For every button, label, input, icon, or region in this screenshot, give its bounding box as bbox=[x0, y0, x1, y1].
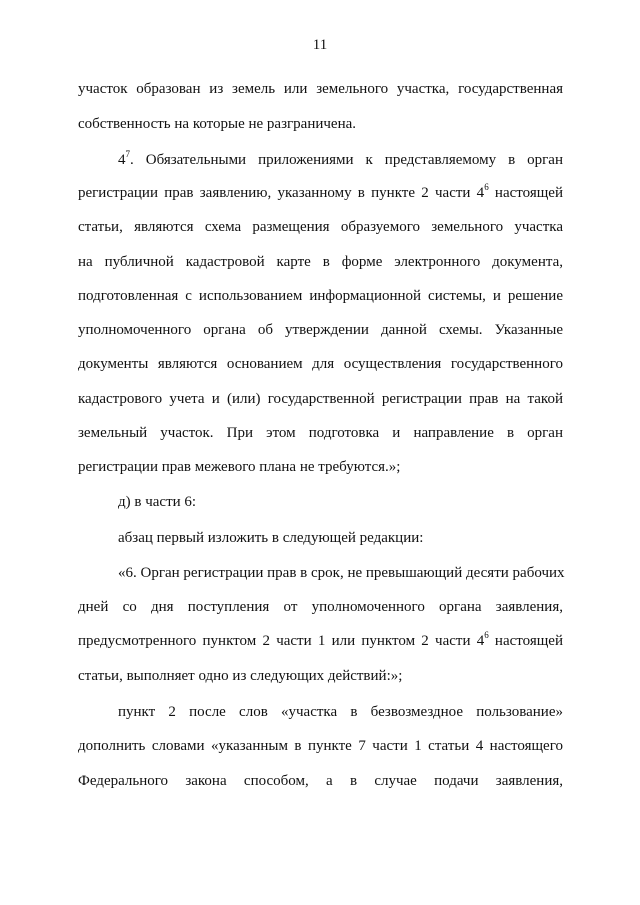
text-segment: регистрации прав заявлению, указанному в пункте 2 части 4 bbox=[78, 185, 485, 201]
paragraph-line: регистрации прав межевого плана не требуются.»; bbox=[78, 459, 401, 475]
text-segment: настоящей bbox=[488, 633, 563, 649]
paragraph-line: на публичной кадастровой карте в форме электронного документа, bbox=[78, 254, 563, 270]
text-segment: предусмотренного пунктом 2 части 1 или пунктом 2 части 4 bbox=[78, 633, 485, 649]
paragraph-line: земельный участок. При этом подготовка и направление в орган bbox=[78, 425, 563, 441]
paragraph-line: статьи, выполняет одно из следующих действий:»; bbox=[78, 668, 403, 684]
paragraph-line: пункт 2 после слов «участка в безвозмездное пользование» bbox=[118, 704, 563, 720]
paragraph-line: подготовленная с использованием информационной системы, и решение bbox=[78, 288, 563, 304]
paragraph-line: «6. Орган регистрации прав в срок, не превышающий десяти рабочих bbox=[118, 565, 565, 581]
paragraph-line bbox=[78, 632, 563, 650]
paragraph-line: д) в части 6: bbox=[118, 494, 197, 510]
paragraph-line: собственность на которые не разграничена. bbox=[78, 116, 357, 132]
paragraph-line bbox=[118, 151, 563, 169]
page-number: 11 bbox=[312, 37, 328, 53]
paragraph-line: кадастрового учета и (или) государственной регистрации прав на такой bbox=[78, 391, 563, 407]
paragraph-line: участок образован из земель или земельного участка, государственная bbox=[78, 81, 563, 97]
paragraph-line bbox=[78, 184, 563, 202]
text-segment: настоящей bbox=[488, 185, 563, 201]
paragraph-line: Федерального закона способом, а в случае подачи заявления, bbox=[78, 773, 563, 789]
paragraph-line: дополнить словами «указанным в пункте 7 части 1 статьи 4 настоящего bbox=[78, 738, 563, 754]
paragraph-line: уполномоченного органа об утверждении данной схемы. Указанные bbox=[78, 322, 563, 338]
paragraph-line: дней со дня поступления от уполномоченного органа заявления, bbox=[78, 599, 563, 615]
paragraph-line: абзац первый изложить в следующей редакции: bbox=[118, 530, 424, 546]
text-segment: . Обязательными приложениями к представляемому в орган bbox=[130, 152, 563, 168]
superscript: 6 bbox=[484, 182, 489, 192]
superscript: 6 bbox=[484, 630, 489, 640]
superscript: 7 bbox=[125, 149, 130, 159]
text-segment: 4 bbox=[118, 152, 126, 168]
paragraph-line: статьи, являются схема размещения образуемого земельного участка bbox=[78, 219, 563, 235]
paragraph-line: документы являются основанием для осуществления государственного bbox=[78, 356, 563, 372]
